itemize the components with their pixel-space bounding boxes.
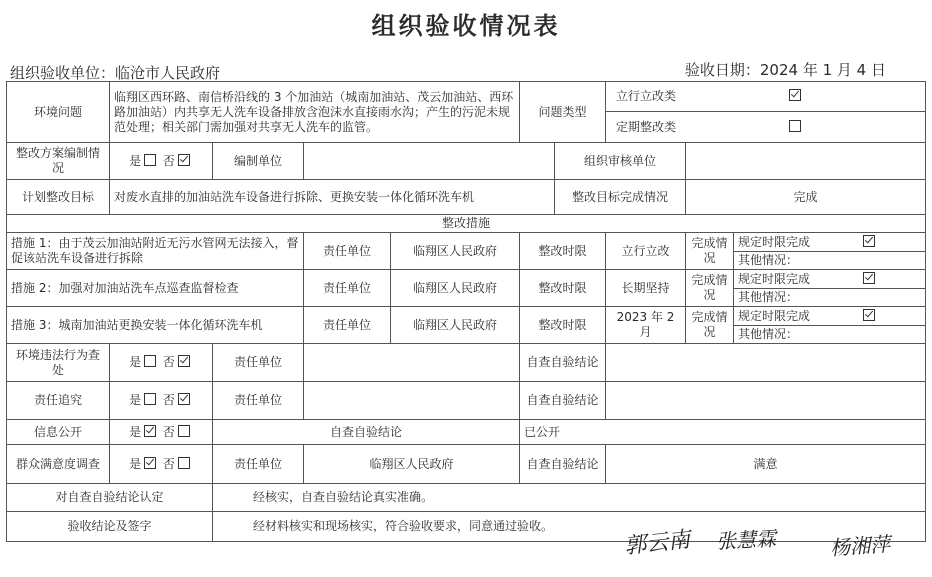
satisfaction-conclusion-label: 自查自验结论	[520, 445, 606, 484]
problem-type-label: 问题类型	[520, 82, 606, 143]
measure-2-name: 措施 2：加强对加油站洗车点巡查监督检查	[7, 270, 304, 307]
inspection-table	[6, 81, 926, 542]
violation-conclusion	[606, 344, 926, 382]
signature-3: 杨湘萍	[829, 531, 891, 561]
satisfaction-no-checkbox[interactable]	[178, 457, 190, 469]
measure-3-unit: 临翔区人民政府	[391, 307, 520, 344]
measure-3-unit-label: 责任单位	[304, 307, 391, 344]
measure-1-opt1-checkbox[interactable]	[863, 235, 875, 247]
measure-3-opt1-checkbox[interactable]	[863, 309, 875, 321]
measure-1-deadline-label: 整改时限	[520, 233, 606, 270]
compile-unit-label: 编制单位	[213, 143, 304, 180]
violation-unit	[304, 344, 520, 382]
accountability-unit	[304, 382, 520, 420]
measure-1-done-label: 完成情况	[686, 233, 734, 270]
disclosure-conclusion: 已公开	[520, 420, 926, 445]
measure-3-opt1: 规定时限完成	[734, 307, 926, 326]
confirm-label: 对自查自验结论认定	[7, 484, 213, 512]
final-text: 经材料核实和现场核实，符合验收要求，同意通过验收。	[213, 512, 926, 542]
org-unit: 组织验收单位：临沧市人民政府	[10, 64, 221, 82]
review-unit-label: 组织审核单位	[555, 143, 686, 180]
disclosure-conclusion-label: 自查自验结论	[213, 420, 520, 445]
violation-yes-checkbox[interactable]	[144, 355, 156, 367]
disclosure-no-checkbox[interactable]	[178, 425, 190, 437]
satisfaction-yes-no: 是 否	[110, 445, 213, 484]
violation-unit-label: 责任单位	[213, 344, 304, 382]
type-periodic: 定期整改类	[606, 112, 926, 143]
measure-3-opt2: 其他情况：	[734, 326, 926, 344]
signature-1: 郭云南	[623, 527, 692, 560]
compile-unit-value	[304, 143, 555, 180]
measure-1-unit-label: 责任单位	[304, 233, 391, 270]
measure-2-deadline: 长期坚持	[606, 270, 686, 307]
confirm-text: 经核实，自查自验结论真实准确。	[213, 484, 926, 512]
satisfaction-conclusion: 满意	[606, 445, 926, 484]
accountability-no-checkbox[interactable]	[178, 393, 190, 405]
measure-1-unit: 临翔区人民政府	[391, 233, 520, 270]
measure-1-opt2: 其他情况：	[734, 252, 926, 270]
satisfaction-unit-label: 责任单位	[213, 445, 304, 484]
review-unit-value	[686, 143, 926, 180]
measure-1-opt1: 规定时限完成	[734, 233, 926, 252]
goal-status-label: 整改目标完成情况	[555, 180, 686, 215]
goal-text: 对废水直排的加油站洗车设备进行拆除、更换安装一体化循环洗车机	[110, 180, 555, 215]
measure-3-deadline: 2023 年 2 月	[606, 307, 686, 344]
accountability-unit-label: 责任单位	[213, 382, 304, 420]
measure-2-done-label: 完成情况	[686, 270, 734, 307]
plan-yes-checkbox[interactable]	[144, 154, 156, 166]
satisfaction-label: 群众满意度调查	[7, 445, 110, 484]
satisfaction-unit: 临翔区人民政府	[304, 445, 520, 484]
measure-2-unit-label: 责任单位	[304, 270, 391, 307]
goal-status: 完成	[686, 180, 926, 215]
measure-1-deadline: 立行立改	[606, 233, 686, 270]
signatures	[624, 520, 924, 570]
measure-3-done-label: 完成情况	[686, 307, 734, 344]
env-problem-label: 环境问题	[7, 82, 110, 143]
accountability-conclusion-label: 自查自验结论	[520, 382, 606, 420]
disclosure-yes-checkbox[interactable]	[144, 425, 156, 437]
accountability-yes-checkbox[interactable]	[144, 393, 156, 405]
measure-1-name: 措施 1：由于茂云加油站附近无污水管网无法接入，督促该站洗车设备进行拆除	[7, 233, 304, 270]
measure-3-name: 措施 3：城南加油站更换安装一体化循环洗车机	[7, 307, 304, 344]
measure-2-unit: 临翔区人民政府	[391, 270, 520, 307]
plan-label: 整改方案编制情况	[7, 143, 110, 180]
goal-label: 计划整改目标	[7, 180, 110, 215]
measure-2-opt1: 规定时限完成	[734, 270, 926, 289]
measure-2-deadline-label: 整改时限	[520, 270, 606, 307]
violation-no-checkbox[interactable]	[178, 355, 190, 367]
violation-yes-no: 是 否	[110, 344, 213, 382]
satisfaction-yes-checkbox[interactable]	[144, 457, 156, 469]
type-immediate: 立行立改类	[606, 82, 926, 112]
signature-2: 张慧霖	[715, 526, 777, 554]
disclosure-yes-no: 是 否	[110, 420, 213, 445]
checkbox-periodic[interactable]	[789, 120, 801, 132]
violation-label: 环境违法行为查处	[7, 344, 110, 382]
accountability-label: 责任追究	[7, 382, 110, 420]
plan-yes-no: 是 否	[110, 143, 213, 180]
checkbox-immediate[interactable]	[789, 89, 801, 101]
measures-header: 整改措施	[7, 215, 926, 233]
accountability-yes-no: 是 否	[110, 382, 213, 420]
env-problem-text: 临翔区西环路、南信桥沿线的 3 个加油站（城南加油站、茂云加油站、西环路加油站）内共享无人洗车设备排放含泡沫水直接雨水沟；产生的污泥未规范处理；相关部门需加强对共享无人洗车的监管。	[110, 82, 520, 143]
measure-3-deadline-label: 整改时限	[520, 307, 606, 344]
violation-conclusion-label: 自查自验结论	[520, 344, 606, 382]
disclosure-label: 信息公开	[7, 420, 110, 445]
accountability-conclusion	[606, 382, 926, 420]
inspection-date: 验收日期：2024 年 1 月 4 日	[684, 61, 886, 79]
measure-2-opt1-checkbox[interactable]	[863, 272, 875, 284]
page-title: 组织验收情况表	[371, 12, 561, 40]
plan-no-checkbox[interactable]	[178, 154, 190, 166]
final-label: 验收结论及签字	[7, 512, 213, 542]
measure-2-opt2: 其他情况：	[734, 289, 926, 307]
